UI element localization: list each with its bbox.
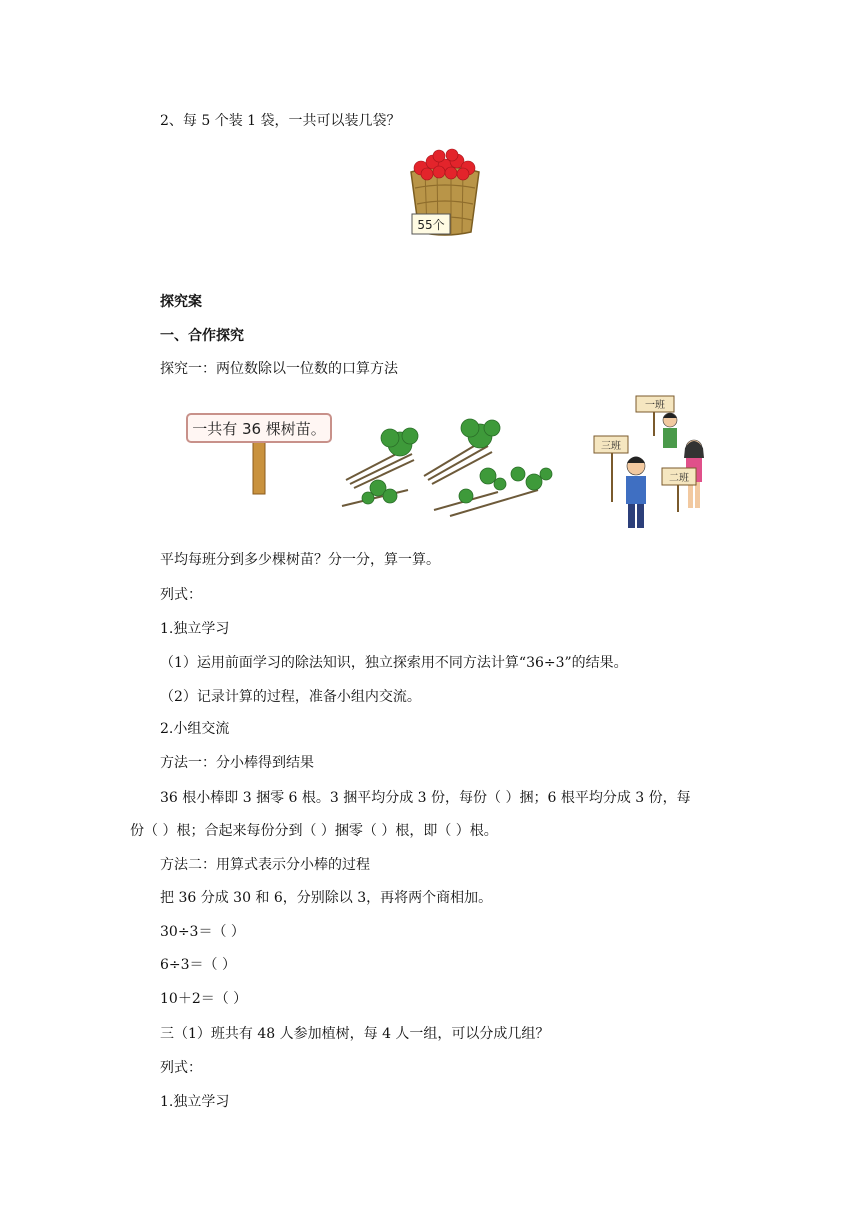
step-2-heading: 2.小组交流: [160, 721, 230, 737]
method-1-line-2: 份（ ）根；合起来每份分到（ ）捆零（ ）根，即（ ）根。: [130, 823, 498, 839]
equation-1: 30÷3＝（ ）: [160, 924, 245, 940]
question-2: 2、每 5 个装 1 袋，一共可以装几袋？: [160, 113, 401, 129]
children-with-signs-image: [590, 392, 720, 532]
equation-3: 10＋2＝（ ）: [160, 991, 248, 1007]
problem-2-text: 三（1）班共有 48 人参加植树，每 4 人一组，可以分成几组？: [160, 1026, 550, 1042]
apple-basket-image: [405, 148, 485, 240]
step-1-heading: 1.独立学习: [160, 621, 230, 637]
formula-label-1: 列式：: [160, 587, 202, 603]
signpost-text: 一共有 36 棵树苗。: [192, 420, 326, 438]
signpost-image: [185, 410, 335, 496]
step-1-heading-again: 1.独立学习: [160, 1094, 230, 1110]
method-2-description: 把 36 分成 30 和 6，分别除以 3，再将两个商相加。: [160, 890, 493, 906]
basket-label: 55个: [417, 218, 445, 232]
class-sign-3: 三班: [601, 441, 621, 452]
step-1-item-b: （2）记录计算的过程，准备小组内交流。: [160, 689, 421, 705]
equation-2: 6÷3＝（ ）: [160, 957, 236, 973]
method-1-line-1: 36 根小棒即 3 捆零 6 根。3 捆平均分成 3 份，每份（ ）捆；6 根平均分成 3 份，每: [160, 790, 691, 806]
class-sign-2: 二班: [669, 473, 689, 484]
method-2-heading: 方法二：用算式表示分小棒的过程: [160, 857, 370, 873]
step-1-item-a: （1）运用前面学习的除法知识，独立探索用不同方法计算“36÷3”的结果。: [160, 655, 628, 671]
section-title: 探究案: [160, 294, 202, 310]
question-text: 平均每班分到多少棵树苗？分一分，算一算。: [160, 552, 440, 568]
saplings-image: [338, 418, 560, 518]
sub-title: 一、合作探究: [160, 328, 244, 344]
explore-1-heading: 探究一：两位数除以一位数的口算方法: [160, 361, 398, 377]
class-sign-1: 一班: [645, 400, 665, 411]
method-1-heading: 方法一：分小棒得到结果: [160, 755, 314, 771]
formula-label-2: 列式：: [160, 1060, 202, 1076]
